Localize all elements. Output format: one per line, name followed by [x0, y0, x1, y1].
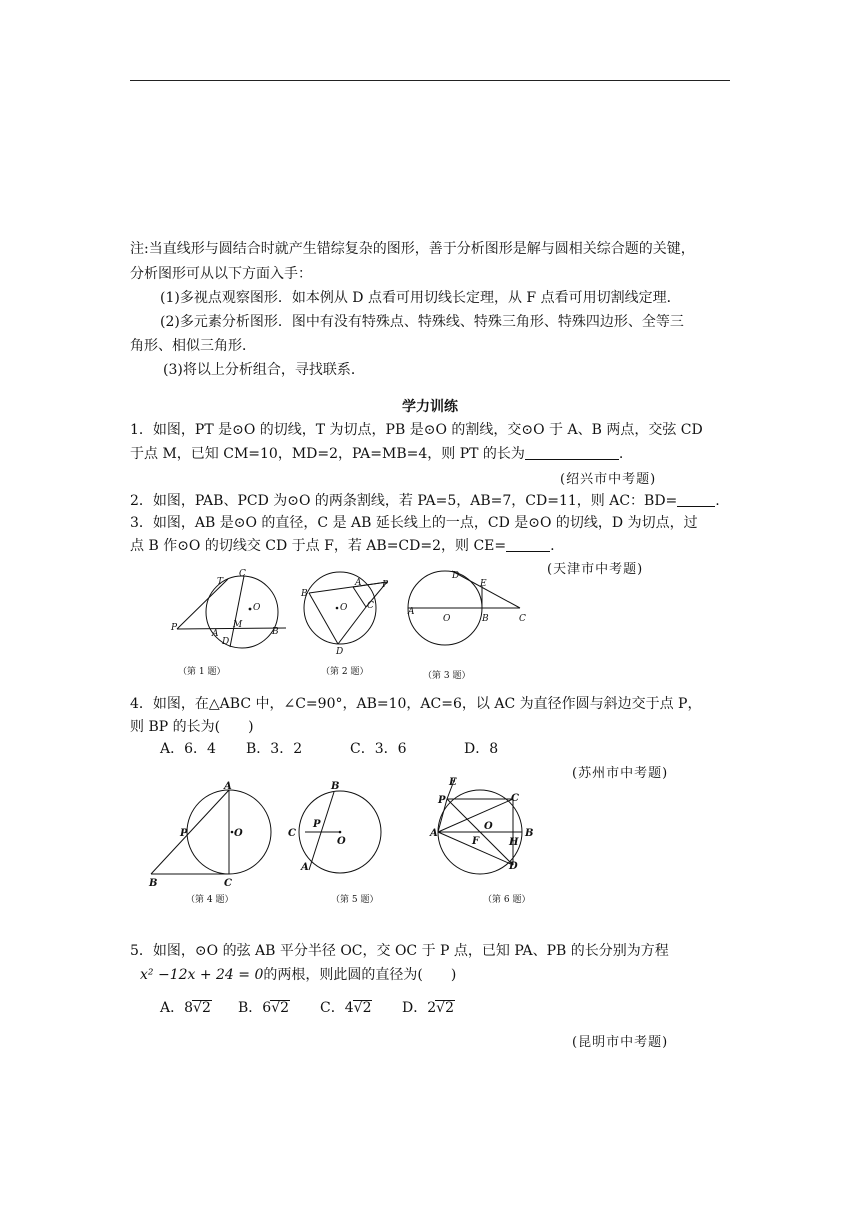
q1-source: (绍兴市中考题): [560, 472, 657, 487]
q1-end: .: [618, 446, 624, 462]
q4-option-b[interactable]: B．3．2: [246, 741, 303, 757]
fig4-label-P: P: [180, 828, 188, 839]
q4-option-a[interactable]: A．6．4: [160, 741, 216, 757]
note-line-2: 分析图形可从以下方面入手：: [130, 266, 312, 282]
fig1-caption: （第 1 题）: [178, 667, 226, 677]
fig6-label-F: F: [472, 836, 480, 847]
figure-1: [160, 568, 300, 683]
fig1-label-M: M: [233, 620, 243, 630]
note-point-2a: (2)多元素分析图形．图中有没有特殊点、特殊线、特殊三角形、特殊四边形、全等三: [160, 314, 684, 330]
figure-5: [283, 778, 393, 908]
fig6-label-D: D: [509, 861, 518, 872]
q5-option-b[interactable]: B．6√2: [238, 1000, 290, 1016]
fig6-label-C: C: [511, 793, 519, 804]
fig3-label-A: A: [408, 607, 415, 617]
figure-3: [405, 568, 535, 683]
fig5-label-B: B: [331, 781, 340, 792]
fig4-label-O: O: [234, 828, 243, 839]
fig6-label-P: P: [438, 795, 446, 806]
fig5-label-O: O: [337, 836, 346, 847]
q5-source: (昆明市中考题): [572, 1035, 669, 1050]
fig4-label-C: C: [224, 878, 232, 889]
fig3-label-O: O: [443, 614, 451, 624]
q5-options: [160, 998, 455, 1018]
q4-line-2: 则 BP 的长为( ): [130, 719, 254, 735]
q3-end: .: [550, 538, 555, 554]
fig1-label-T: T: [217, 577, 224, 587]
q3-source: (天津市中考题): [547, 562, 644, 577]
note-point-3: (3)将以上分析组合，寻找联系．: [163, 362, 365, 378]
q3-line-1: 3．如图，AB 是⊙O 的直径，C 是 AB 延长线上的一点，CD 是⊙O 的切线，D 为切点，过: [130, 515, 698, 531]
fig3-label-E: E: [480, 579, 487, 589]
q4-line-1: 4．如图，在△ABC 中，∠C=90°，AB=10，AC=6，以 AC 为直径作圆与斜边交于点 P，: [130, 696, 702, 712]
fig1-label-B: B: [272, 627, 279, 637]
q5-option-d[interactable]: D．2√2: [402, 1000, 454, 1016]
fig2-label-B: B: [301, 589, 308, 599]
note-line-1: 注:当直线形与圆结合时就产生错综复杂的图形，善于分析图形是解与圆相关综合题的关键，: [130, 241, 695, 257]
q4-option-d[interactable]: D．8: [464, 741, 499, 757]
fig2-caption: （第 2 题）: [321, 667, 369, 677]
fig4-label-A: A: [224, 781, 232, 792]
fig3-label-B: B: [482, 614, 489, 624]
figure-6: [425, 775, 545, 910]
section-title: 学力训练: [402, 399, 458, 415]
fig6-label-A: A: [430, 828, 438, 839]
q5-line-1: 5．如图，⊙O 的弦 AB 平分半径 OC，交 OC 于 P 点，已知 PA、PB 的长分别为方程: [130, 943, 669, 959]
q2-text: 2．如图，PAB、PCD 为⊙O 的两条割线，若 PA=5，AB=7，CD=11，则 AC：BD=: [130, 493, 678, 509]
q5-option-a[interactable]: A．8√2: [160, 1000, 211, 1016]
fig5-label-C: C: [288, 828, 296, 839]
q5-line-2: [130, 965, 456, 985]
q3-text: 点 B 作⊙O 的切线交 CD 于点 F，若 AB=CD=2，则 CE=: [130, 538, 507, 554]
fig3-label-D: D: [452, 571, 460, 581]
q1-answer-blank[interactable]: [525, 445, 619, 460]
fig1-label-C: C: [239, 569, 246, 579]
fig6-label-B: B: [525, 828, 534, 839]
header-rule: [130, 80, 730, 81]
fig6-label-O: O: [484, 821, 493, 832]
fig5-caption: （第 5 题）: [331, 895, 379, 905]
q3-line-2: [130, 536, 555, 556]
q2-end: .: [715, 493, 720, 509]
note-point-2b: 角形、相似三角形．: [130, 338, 256, 354]
fig2-label-A: A: [355, 578, 362, 588]
q5-equation: x² −12x + 24 = 0: [140, 967, 264, 983]
fig2-label-O: O: [340, 603, 348, 613]
q5-option-c[interactable]: C．4√2: [320, 1000, 372, 1016]
fig5-label-P: P: [313, 819, 321, 830]
fig6-caption: （第 6 题）: [483, 895, 531, 905]
fig1-label-D: D: [222, 637, 230, 647]
q2-line: [130, 491, 720, 511]
q5-text: 的两根，则此圆的直径为( ): [263, 967, 457, 983]
q4-source: (苏州市中考题): [572, 766, 669, 781]
figure-2: [293, 568, 403, 683]
fig6-label-E: E: [449, 777, 457, 788]
q1-line-1: 1．如图，PT 是⊙O 的切线，T 为切点，PB 是⊙O 的割线，交⊙O 于 A、B 两点，交弦 CD: [130, 422, 703, 438]
q4-option-c[interactable]: C．3．6: [350, 741, 407, 757]
figure-4: [140, 778, 280, 908]
fig3-label-C: C: [519, 614, 526, 624]
q1-text: 于点 M，已知 CM=10，MD=2，PA=MB=4，则 PT 的长为: [130, 446, 525, 462]
fig1-label-P: P: [171, 623, 178, 633]
fig1-label-O: O: [253, 603, 261, 613]
fig2-label-P: P: [382, 580, 389, 590]
q3-answer-blank[interactable]: [506, 537, 550, 552]
fig5-label-A: A: [301, 862, 309, 873]
fig6-label-H: H: [509, 837, 519, 848]
note-point-1: (1)多视点观察图形．如本例从 D 点看可用切线长定理，从 F 点看可用切割线定理．: [160, 290, 681, 306]
fig3-caption: （第 3 题）: [423, 671, 471, 681]
fig1-label-A: A: [212, 629, 219, 639]
fig2-label-D: D: [336, 647, 344, 657]
fig4-caption: （第 4 题）: [186, 895, 234, 905]
q1-line-2: [130, 444, 623, 464]
fig2-label-C: C: [367, 601, 374, 611]
fig4-label-B: B: [149, 878, 158, 889]
q2-answer-blank[interactable]: [677, 492, 715, 507]
q4-options: [160, 739, 498, 759]
